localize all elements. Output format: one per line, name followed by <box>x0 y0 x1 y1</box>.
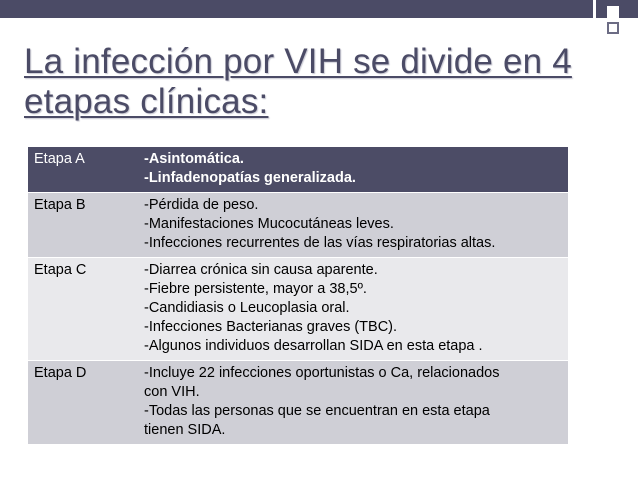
description-line: tienen SIDA. <box>144 422 226 438</box>
decorative-square-outline <box>607 22 619 34</box>
table-row <box>28 361 568 445</box>
stage-description-cell <box>138 193 568 258</box>
stage-name-cell: Etapa C <box>28 258 138 361</box>
description-line: -Diarrea crónica sin causa aparente. <box>144 262 378 278</box>
description-line: -Todas las personas que se encuentran en esta etapa <box>144 403 490 419</box>
description-line: -Fiebre persistente, mayor a 38,5º. <box>144 281 367 297</box>
description-line: -Algunos individuos desarrollan SIDA en esta etapa . <box>144 338 483 354</box>
description-line: -Infecciones Bacterianas graves (TBC). <box>144 319 398 335</box>
stage-description-cell <box>138 147 568 193</box>
description-line: -Manifestaciones Mucocutáneas leves. <box>144 216 394 232</box>
description-line: -Candidiasis o Leucoplasia oral. <box>144 300 350 316</box>
description-line: -Incluye 22 infecciones oportunistas o Ca, relacionados <box>144 365 500 381</box>
top-bar <box>0 0 593 18</box>
stage-description-cell <box>138 258 568 361</box>
table-row <box>28 193 568 258</box>
table-row <box>28 147 568 193</box>
description-line: -Infecciones recurrentes de las vías respiratorias altas. <box>144 235 496 251</box>
description-line: -Asintomática. <box>144 151 244 167</box>
stage-name-cell: Etapa D <box>28 361 138 445</box>
stage-name-cell: Etapa B <box>28 193 138 258</box>
stage-name-cell: Etapa A <box>28 147 138 193</box>
stage-description-cell <box>138 361 568 445</box>
description-line: -Pérdida de peso. <box>144 197 259 213</box>
description-line: con VIH. <box>144 384 200 400</box>
table-row <box>28 258 568 361</box>
decorative-square-filled <box>607 6 619 18</box>
slide-title: La infección por VIH se divide en 4 etapas clínicas: <box>24 42 572 121</box>
stages-table <box>28 147 568 444</box>
description-line: -Linfadenopatías generalizada. <box>144 170 356 186</box>
